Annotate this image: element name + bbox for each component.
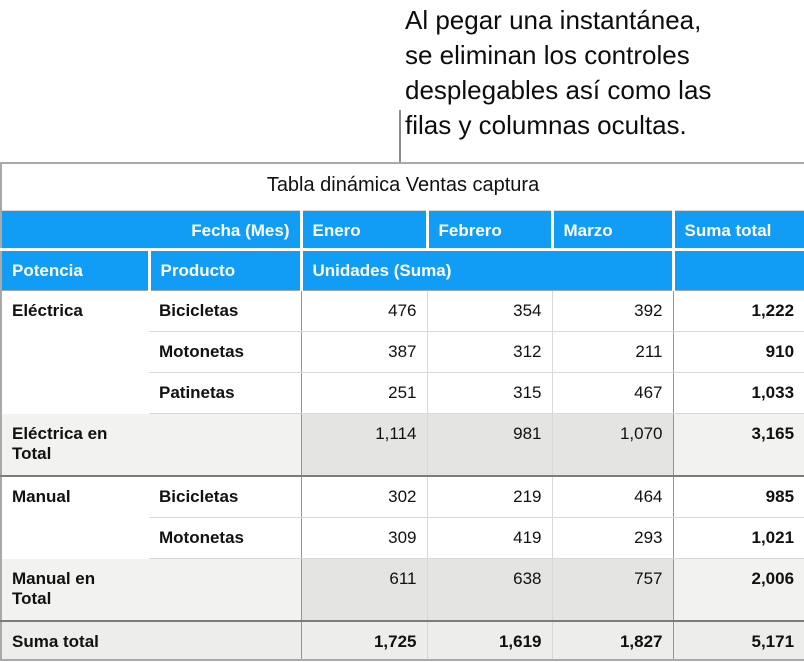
callout-text <box>405 3 711 143</box>
row-total-cell: 985 <box>673 476 804 518</box>
group-total-label: Eléctrica en Total <box>1 414 149 477</box>
group-total-spacer <box>149 559 301 622</box>
header-marzo: Marzo <box>552 211 673 250</box>
group-total-row <box>1 414 804 477</box>
group-total-spacer <box>149 414 301 477</box>
value-cell: 211 <box>552 332 673 373</box>
grand-total-value: 1,725 <box>301 621 427 660</box>
value-cell: 476 <box>301 291 427 332</box>
product-cell: Bicicletas <box>149 476 301 518</box>
row-total-cell: 910 <box>673 332 804 373</box>
group-total-label: Manual en Total <box>1 559 149 622</box>
product-cell: Motonetas <box>149 332 301 373</box>
product-row <box>1 476 804 518</box>
group-total-value: 611 <box>301 559 427 622</box>
product-cell: Motonetas <box>149 518 301 559</box>
header-unidades-suma: Unidades (Suma) <box>301 250 673 291</box>
product-cell: Bicicletas <box>149 291 301 332</box>
header-febrero: Febrero <box>427 211 552 250</box>
value-cell: 354 <box>427 291 552 332</box>
group-grand-value: 2,006 <box>673 559 804 622</box>
value-cell: 302 <box>301 476 427 518</box>
value-cell: 293 <box>552 518 673 559</box>
callout-line: filas y columnas ocultas. <box>405 110 687 140</box>
grand-total-value: 1,619 <box>427 621 552 660</box>
callout-line: se eliminan los controles <box>405 40 690 70</box>
header-producto: Producto <box>149 250 301 291</box>
product-cell: Patinetas <box>149 373 301 414</box>
header-empty-cell <box>673 250 804 291</box>
value-cell: 419 <box>427 518 552 559</box>
group-total-value: 638 <box>427 559 552 622</box>
group-total-value: 757 <box>552 559 673 622</box>
header-fecha-mes: Fecha (Mes) <box>1 211 301 250</box>
value-cell: 251 <box>301 373 427 414</box>
group-label-manual: Manual <box>1 476 149 559</box>
value-cell: 315 <box>427 373 552 414</box>
table-title: Tabla dinámica Ventas captura <box>1 163 804 211</box>
grand-total-label: Suma total <box>1 621 149 660</box>
header-enero: Enero <box>301 211 427 250</box>
callout-line: Al pegar una instantánea, <box>405 5 702 35</box>
column-header-row <box>1 211 804 250</box>
row-total-cell: 1,222 <box>673 291 804 332</box>
group-label-electrica: Eléctrica <box>12 301 83 320</box>
callout-connector-line <box>399 110 401 162</box>
group-grand-value: 3,165 <box>673 414 804 477</box>
grand-total-row <box>1 621 804 660</box>
callout-line: desplegables así como las <box>405 75 712 105</box>
grand-total-spacer <box>149 621 301 660</box>
table-title-row <box>1 163 804 211</box>
grand-total-value: 1,827 <box>552 621 673 660</box>
header-potencia: Potencia <box>1 250 149 291</box>
field-header-row <box>1 250 804 291</box>
value-cell: 219 <box>427 476 552 518</box>
header-suma-total: Suma total <box>673 211 804 250</box>
pivot-table <box>0 162 804 661</box>
product-row <box>1 291 804 332</box>
row-total-cell: 1,033 <box>673 373 804 414</box>
value-cell: 312 <box>427 332 552 373</box>
value-cell: 467 <box>552 373 673 414</box>
value-cell: 464 <box>552 476 673 518</box>
group-total-value: 1,070 <box>552 414 673 477</box>
value-cell: 309 <box>301 518 427 559</box>
group-total-row <box>1 559 804 622</box>
row-total-cell: 1,021 <box>673 518 804 559</box>
group-total-value: 981 <box>427 414 552 477</box>
grand-total-grand-value: 5,171 <box>673 621 804 660</box>
value-cell: 387 <box>301 332 427 373</box>
group-total-value: 1,114 <box>301 414 427 477</box>
value-cell: 392 <box>552 291 673 332</box>
